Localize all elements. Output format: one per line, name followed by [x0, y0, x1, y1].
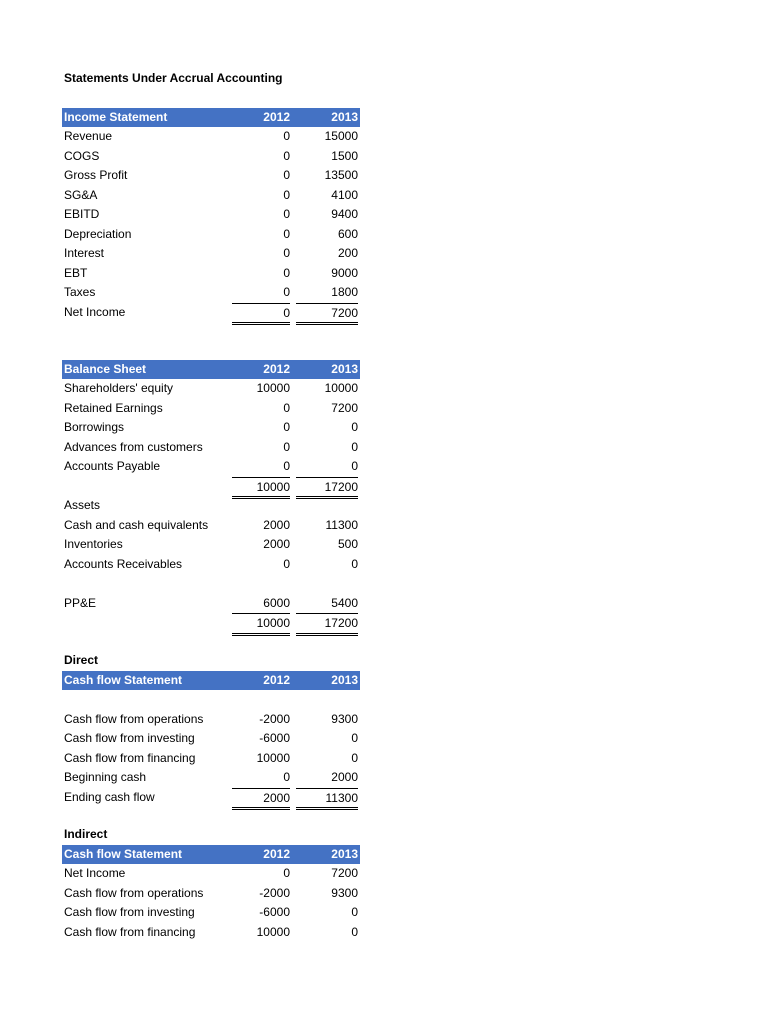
value-2012: 0 [283, 400, 290, 415]
row-label: Retained Earnings [64, 400, 163, 415]
table-row [62, 399, 360, 419]
table-row [62, 418, 360, 438]
table-row [62, 186, 360, 206]
value-2013: 1500 [331, 148, 358, 163]
row-label: PP&E [64, 595, 97, 610]
income-statement-header [62, 108, 360, 127]
table-row [62, 768, 360, 788]
value-2013: 9000 [331, 265, 358, 280]
table-row [62, 205, 360, 225]
value-2013: 200 [337, 246, 358, 260]
row-label: Net Income [64, 866, 126, 880]
row-label: Advances from customers [64, 439, 203, 454]
header-label: Income Statement [64, 110, 168, 124]
balance-sheet-table [62, 360, 360, 633]
table-row [62, 884, 360, 904]
value-2013: 0 [351, 556, 358, 571]
row-label: Cash flow from investing [64, 905, 195, 919]
value-2013: 1800 [331, 285, 358, 299]
value-2013: 11300 [296, 788, 358, 811]
table-row [62, 710, 360, 730]
value-2012: 0 [283, 265, 290, 280]
value-2012: -2000 [259, 711, 290, 726]
value-2012: 2000 [263, 517, 290, 532]
table-row [62, 457, 360, 477]
value-2013: 9400 [331, 207, 358, 221]
value-2013: 10000 [324, 381, 358, 395]
spacer [62, 574, 360, 594]
assets-total-row [62, 613, 360, 633]
value-2013: 0 [351, 439, 358, 454]
assets-label: Assets [64, 498, 101, 512]
value-2012: 10000 [256, 924, 290, 939]
value-2013: 600 [337, 226, 358, 241]
table-row [62, 555, 360, 575]
row-label: Accounts Payable [64, 459, 161, 473]
header-label: Balance Sheet [64, 362, 147, 376]
table-row-total [62, 788, 360, 808]
value-2012: 0 [283, 770, 290, 784]
balance-sheet-header [62, 360, 360, 379]
header-label: Cash flow Statement [64, 847, 183, 861]
value-2013: 11300 [325, 517, 358, 532]
header-label: Cash flow Statement [64, 673, 183, 687]
value-2013: 0 [351, 750, 358, 765]
table-row-total [62, 303, 360, 323]
row-label: Ending cash flow [64, 789, 155, 804]
value-2013: 7200 [331, 400, 358, 415]
income-statement-table [62, 108, 360, 322]
value-2012: -2000 [259, 885, 290, 900]
row-label: Interest [64, 246, 105, 260]
header-year-2012: 2012 [263, 673, 290, 687]
table-row [62, 244, 360, 264]
table-row [62, 127, 360, 147]
header-year-2012: 2012 [263, 362, 290, 376]
table-row [62, 147, 360, 167]
value-2013: 9300 [331, 711, 358, 726]
value-2012: 0 [232, 303, 290, 326]
liabilities-total-row [62, 477, 360, 497]
table-row [62, 379, 360, 399]
value-2013: 0 [351, 731, 358, 745]
value-2012: 2000 [263, 537, 290, 551]
direct-label: Direct [64, 653, 99, 667]
indirect-label: Indirect [64, 827, 108, 841]
table-row [62, 729, 360, 749]
value-2012: 0 [283, 420, 290, 434]
row-label: Borrowings [64, 420, 125, 434]
row-label: Inventories [64, 537, 123, 551]
table-row [62, 225, 360, 245]
row-label: Cash and cash equivalents [64, 517, 209, 532]
header-year-2013: 2013 [331, 110, 358, 124]
value-2012: 0 [283, 246, 290, 260]
row-label: EBITD [64, 207, 100, 221]
row-label: Cash flow from operations [64, 885, 204, 900]
value-2013: 0 [351, 905, 358, 919]
table-row [62, 516, 360, 536]
value-2012: 0 [283, 556, 290, 571]
row-label: Cash flow from financing [64, 750, 196, 765]
indirect-cash-flow-header [62, 845, 360, 864]
total-2013: 17200 [296, 613, 358, 636]
direct-cash-flow-table [62, 671, 360, 807]
total-2012: 10000 [232, 477, 290, 500]
value-2012: 0 [283, 459, 290, 473]
table-row [62, 438, 360, 458]
value-2013: 15000 [324, 129, 358, 143]
row-label: Taxes [64, 285, 96, 299]
row-label: Depreciation [64, 226, 132, 241]
value-2013: 0 [351, 459, 358, 473]
indirect-cash-flow-table [62, 845, 360, 942]
value-2013: 7200 [331, 866, 358, 880]
row-label: SG&A [64, 187, 98, 202]
table-row [62, 594, 360, 614]
row-label: COGS [64, 148, 100, 163]
value-2012: 0 [283, 866, 290, 880]
row-label: Beginning cash [64, 770, 147, 784]
value-2013: 5400 [331, 595, 358, 610]
value-2012: 0 [283, 226, 290, 241]
row-label: EBT [64, 265, 88, 280]
sheet-title: Statements Under Accrual Accounting [64, 71, 283, 85]
value-2012: -6000 [259, 731, 290, 745]
table-row [62, 903, 360, 923]
table-row [62, 864, 360, 884]
value-2012: 2000 [232, 788, 290, 811]
table-row [62, 923, 360, 943]
row-label: Accounts Receivables [64, 556, 183, 571]
row-label: Revenue [64, 129, 113, 143]
value-2013: 0 [351, 420, 358, 434]
value-2012: 10000 [256, 750, 290, 765]
total-2012: 10000 [232, 613, 290, 636]
value-2013: 13500 [324, 168, 358, 182]
table-row [62, 283, 360, 303]
value-2013: 7200 [296, 303, 358, 326]
header-year-2013: 2013 [331, 673, 358, 687]
row-label: Cash flow from investing [64, 731, 195, 745]
value-2013: 9300 [331, 885, 358, 900]
value-2012: 0 [283, 285, 290, 299]
value-2012: 10000 [256, 381, 290, 395]
table-row [62, 264, 360, 284]
value-2012: -6000 [259, 905, 290, 919]
direct-cash-flow-header [62, 671, 360, 690]
value-2012: 0 [283, 187, 290, 202]
header-year-2012: 2012 [263, 110, 290, 124]
value-2013: 2000 [331, 770, 358, 784]
table-row [62, 749, 360, 769]
row-label: Gross Profit [64, 168, 128, 182]
assets-heading-row [62, 496, 360, 516]
row-label: Cash flow from operations [64, 711, 204, 726]
table-row [62, 535, 360, 555]
row-label: Net Income [64, 304, 126, 319]
value-2012: 0 [283, 439, 290, 454]
header-year-2012: 2012 [263, 847, 290, 861]
row-label: Cash flow from financing [64, 924, 196, 939]
row-label: Shareholders' equity [64, 381, 174, 395]
value-2013: 500 [337, 537, 358, 551]
total-2013: 17200 [296, 477, 358, 500]
value-2012: 6000 [263, 595, 290, 610]
value-2013: 0 [351, 924, 358, 939]
value-2012: 0 [283, 148, 290, 163]
table-row [62, 166, 360, 186]
header-year-2013: 2013 [331, 847, 358, 861]
value-2013: 4100 [331, 187, 358, 202]
header-year-2013: 2013 [331, 362, 358, 376]
spacer [62, 690, 360, 710]
value-2012: 0 [283, 207, 290, 221]
value-2012: 0 [283, 129, 290, 143]
value-2012: 0 [283, 168, 290, 182]
